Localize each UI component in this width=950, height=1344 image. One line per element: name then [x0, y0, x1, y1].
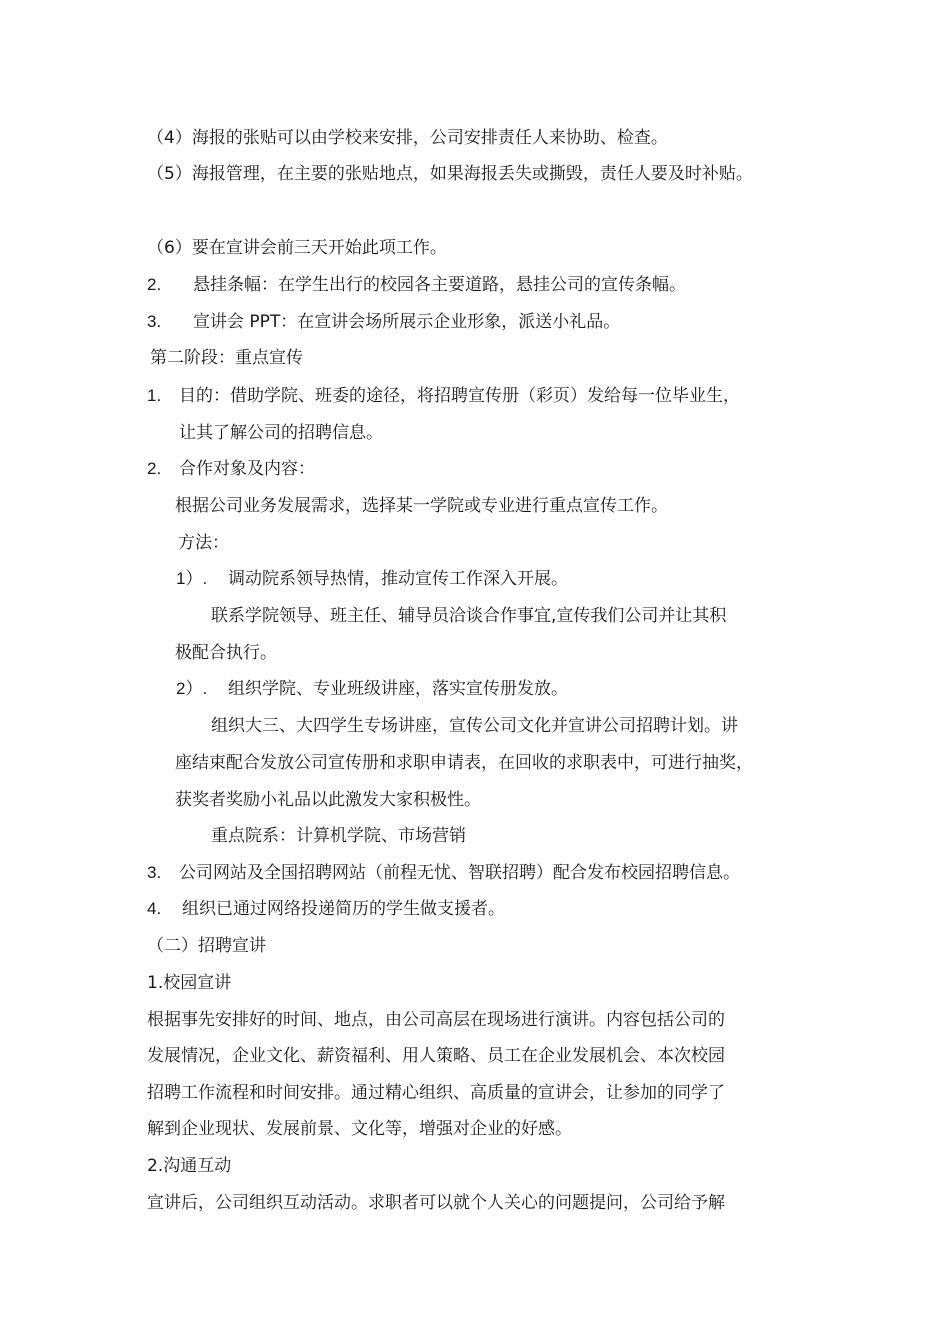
list-item: 3. 公司网站及全国招聘网站（前程无忧、智联招聘）配合发布校园招聘信息。: [147, 863, 740, 883]
list-number: 1.: [147, 386, 162, 405]
text-line: 让其了解公司的招聘信息。: [179, 423, 383, 443]
list-number: 3.: [147, 312, 162, 331]
text-line: 联系学院领导、班主任、辅导员洽谈合作事宜,宣传我们公司并让其积: [211, 606, 727, 626]
text-line: 宣讲后，公司组织互动活动。求职者可以就个人关心的问题提问，公司给予解: [147, 1193, 725, 1213]
text-line: 方法：: [178, 533, 229, 553]
text-line: 座结束配合发放公司宣传册和求职申请表，在回收的求职表中，可进行抽奖，: [175, 753, 753, 773]
text-line: 根据事先安排好的时间、地点，由公司高层在现场进行演讲。内容包括公司的: [147, 1010, 725, 1030]
list-number: 2.: [147, 459, 162, 478]
section-heading: （二）招聘宣讲: [147, 936, 266, 956]
text-line: 根据公司业务发展需求，选择某一学院或专业进行重点宣传工作。: [175, 496, 668, 516]
list-item: 4. 组织已通过网络投递简历的学生做支援者。: [147, 899, 505, 919]
text-line: 招聘工作流程和时间安排。通过精心组织、高质量的宣讲会，让参加的同学了: [147, 1083, 725, 1103]
text-line: 发展情况，企业文化、薪资福利、用人策略、员工在企业发展机会、本次校园: [147, 1046, 725, 1066]
list-number: 2.: [147, 275, 162, 294]
text-line: 获奖者奖励小礼品以此激发大家积极性。: [175, 790, 481, 810]
list-number: 4.: [147, 899, 162, 918]
section-heading: 第二阶段：重点宣传: [150, 348, 303, 368]
text-line: 重点院系：计算机学院、市场营销: [211, 826, 466, 846]
text-line: （4）海报的张贴可以由学校来安排，公司安排责任人来协助、检查。: [147, 128, 668, 148]
list-item: 1. 目的：借助学院、班委的途径，将招聘宣传册（彩页）发给每一位毕业生，: [147, 386, 740, 406]
text-line: 组织大三、大四学生专场讲座，宣传公司文化并宣讲公司招聘计划。讲: [211, 716, 738, 736]
list-number: 2）.: [176, 679, 208, 698]
list-item: 2. 悬挂条幅：在学生出行的校园各主要道路，悬挂公司的宣传条幅。: [147, 275, 686, 295]
text-line: 解到企业现状、发展前景、文化等，增强对企业的好感。: [147, 1119, 572, 1139]
subsection-heading: 1.校园宣讲: [147, 973, 232, 993]
text-line: 极配合执行。: [175, 643, 277, 663]
text-line: （6）要在宣讲会前三天开始此项工作。: [147, 238, 447, 258]
list-number: 1）.: [176, 569, 208, 588]
list-number: 3.: [147, 863, 162, 882]
subsection-heading: 2.沟通互动: [147, 1156, 232, 1176]
list-item: 3. 宣讲会 PPT：在宣讲会场所展示企业形象，派送小礼品。: [147, 312, 621, 332]
text-line: （5）海报管理，在主要的张贴地点，如果海报丢失或撕毁，责任人要及时补贴。: [147, 164, 753, 184]
list-item: 2）. 组织学院、专业班级讲座，落实宣传册发放。: [176, 679, 568, 699]
list-item: 1）. 调动院系领导热情，推动宣传工作深入开展。: [176, 569, 568, 589]
list-item: 2. 合作对象及内容：: [147, 459, 315, 479]
